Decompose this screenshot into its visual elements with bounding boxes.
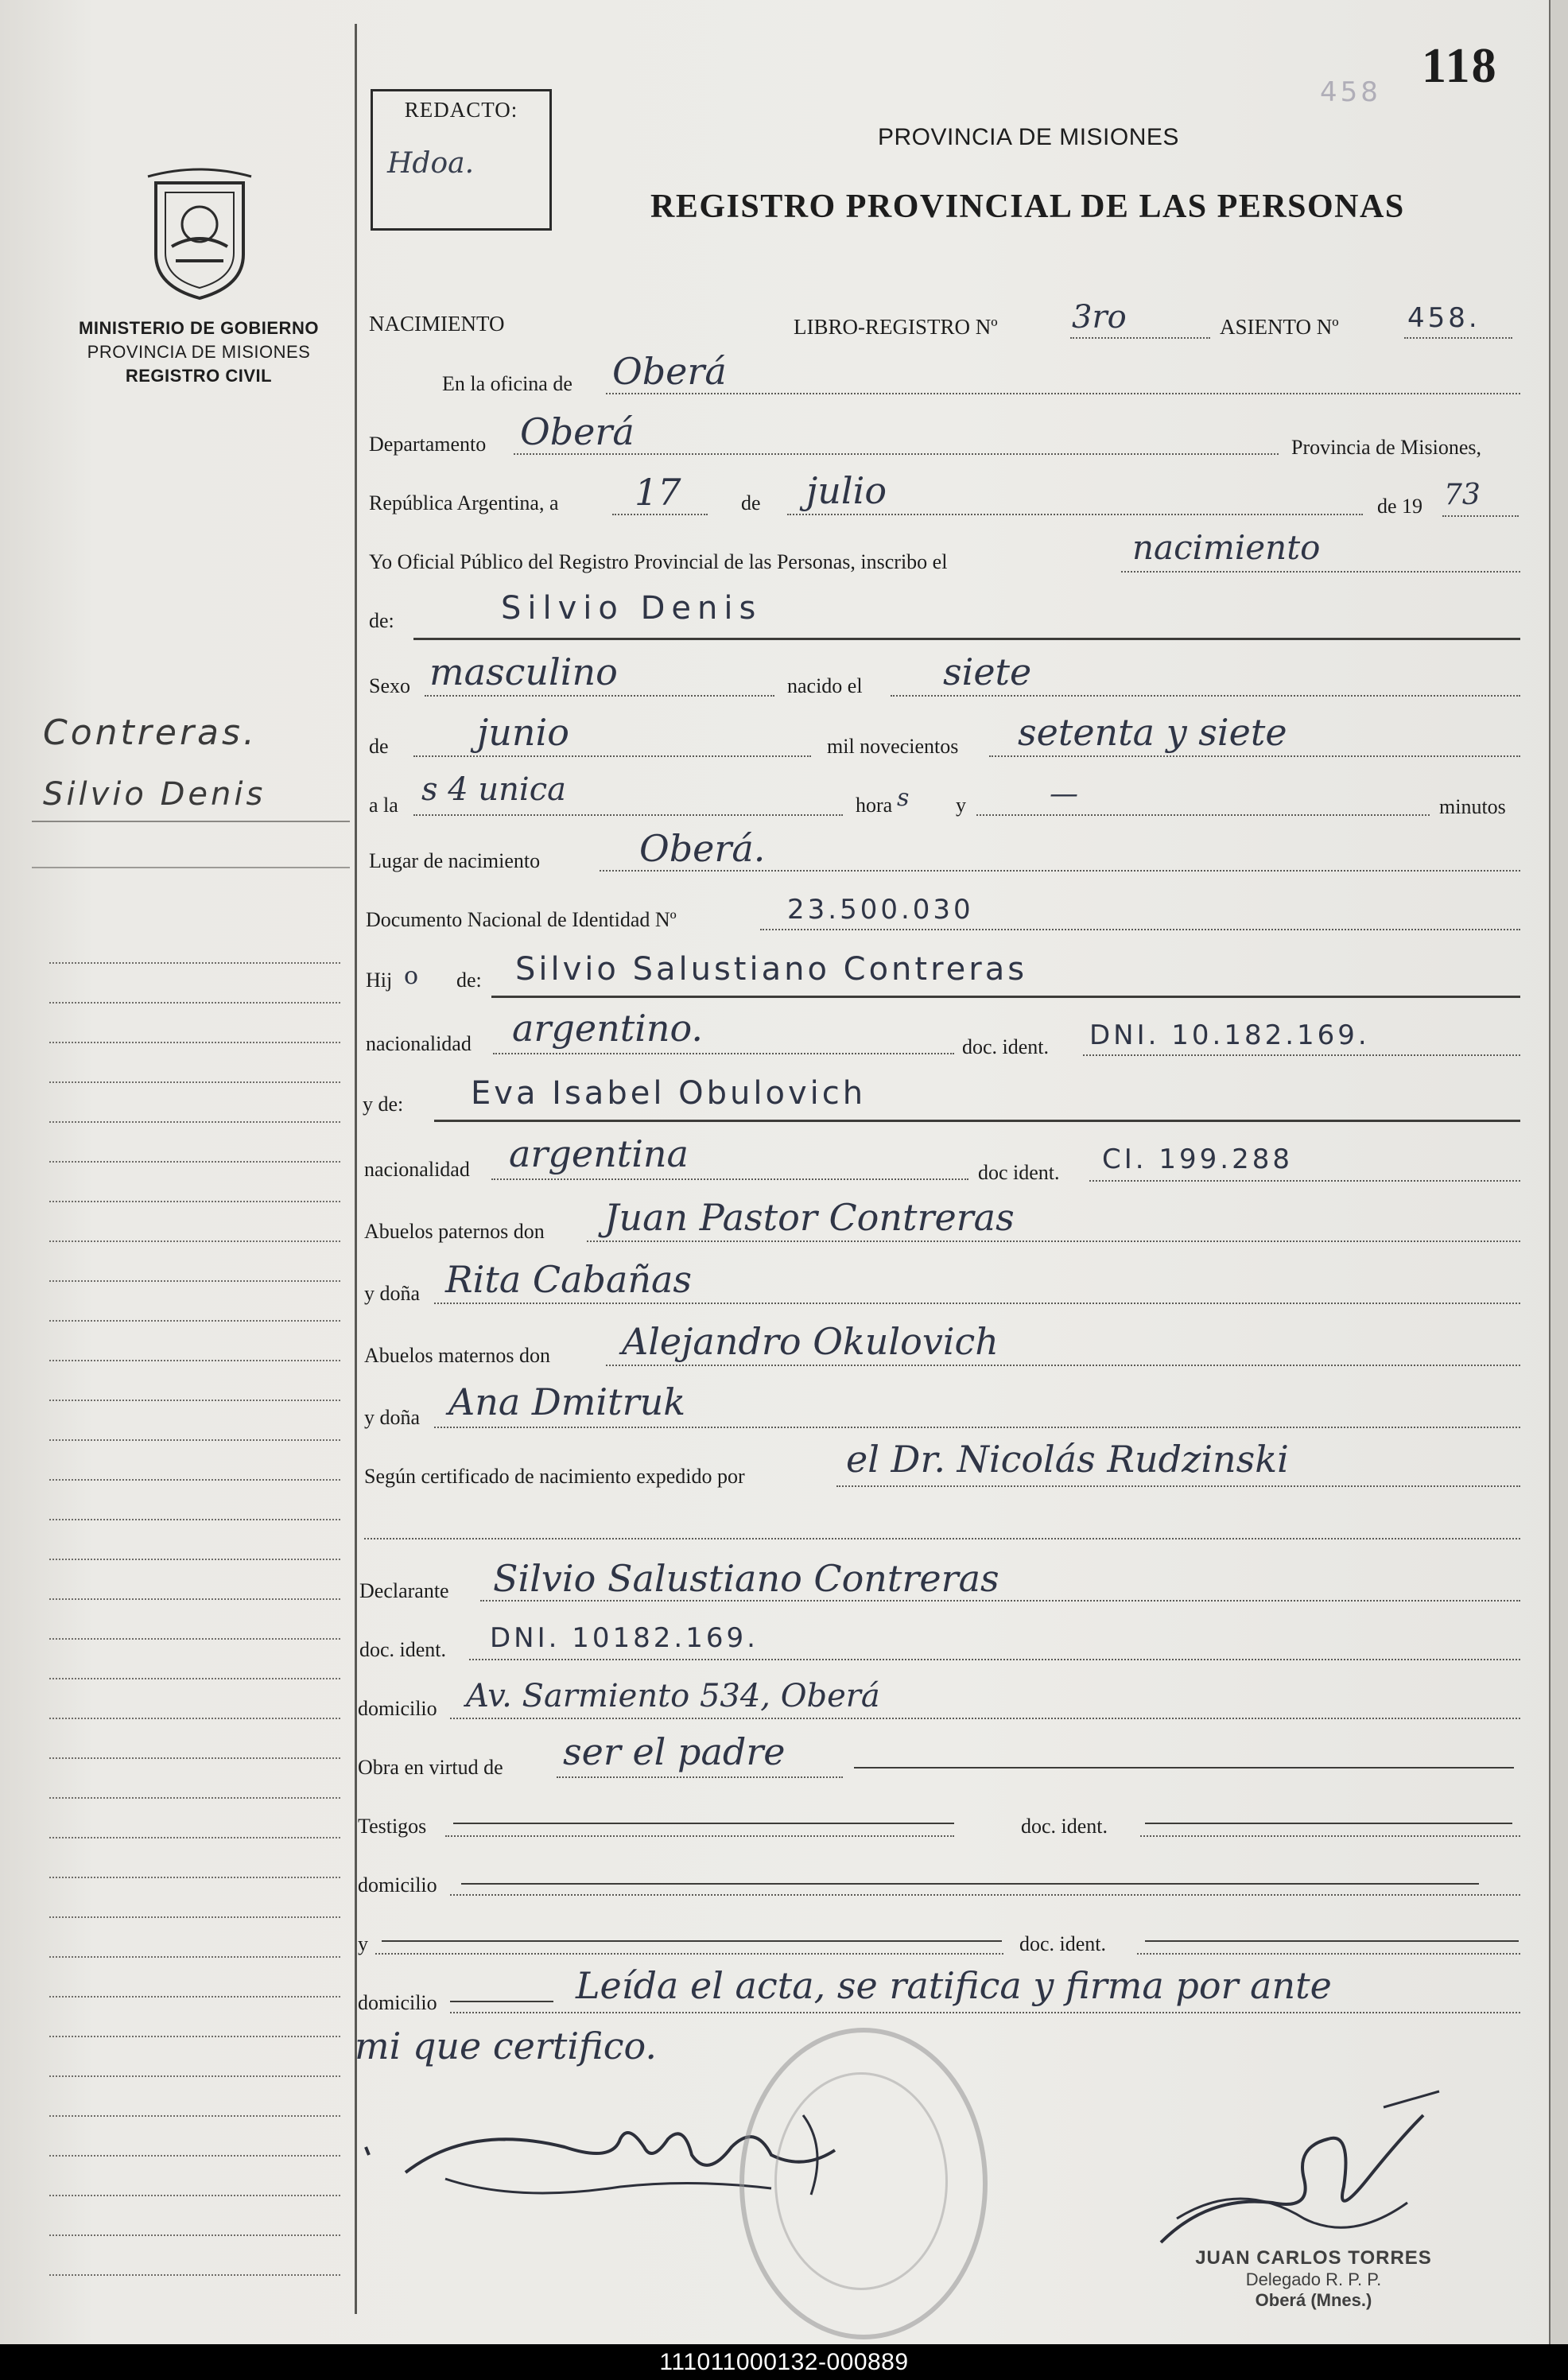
sexo-line: [425, 695, 774, 697]
de-mes-label: de: [369, 735, 389, 758]
ledger-line: [49, 1797, 340, 1800]
provincia-suffix: Provincia de Misiones,: [1291, 436, 1482, 459]
doc-testigo-2-label: doc. ident.: [1019, 1932, 1107, 1955]
asiento-value: 458.: [1407, 302, 1481, 334]
redacto-label: REDACTO:: [404, 98, 518, 122]
hora-label: hora: [856, 794, 893, 817]
ledger-line: [49, 1439, 340, 1442]
mil-value: setenta y siete: [1018, 711, 1287, 754]
month-line: [787, 514, 1363, 515]
domicilio-2-line: [450, 1894, 1520, 1896]
ledger-line: [49, 1956, 340, 1959]
testigos-line: [445, 1835, 954, 1837]
registry-title: REGISTRO PROVINCIAL DE LAS PERSONAS: [650, 188, 1405, 225]
ledger-line: [49, 1161, 340, 1164]
ledger-line: [49, 1479, 340, 1482]
abuela-paterna-value: Rita Cabañas: [445, 1258, 693, 1301]
page-number: 118: [1422, 39, 1498, 93]
lugar-value: Oberá.: [639, 827, 766, 870]
declarante-label: Declarante: [359, 1579, 449, 1602]
doc-testigo-1-label: doc. ident.: [1021, 1815, 1108, 1838]
year-value: 73: [1444, 479, 1481, 511]
nacido-line: [891, 695, 1520, 697]
ministry-line-3: REGISTRO CIVIL: [125, 366, 273, 386]
ledger-line: [49, 2274, 340, 2277]
doc-father-label: doc. ident.: [962, 1035, 1050, 1058]
father-line: [491, 996, 1520, 998]
yo-oficial-text: Yo Oficial Público del Registro Provincial de las Personas, inscribo el: [369, 550, 948, 573]
ledger-line: [49, 1598, 340, 1602]
libro-value: 3ro: [1072, 299, 1127, 336]
hijo-de-label: de:: [456, 969, 482, 992]
domicilio-2-label: domicilio: [358, 1873, 437, 1897]
abuelo-materno-line: [606, 1365, 1520, 1366]
mother-name: Eva Isabel Obulovich: [471, 1075, 867, 1112]
dni-line: [760, 929, 1520, 930]
oficina-line: [606, 393, 1520, 394]
y-value: —: [1050, 778, 1078, 810]
ledger-line: [49, 1519, 340, 1522]
image-id-footer: 111011000132-000889: [0, 2344, 1568, 2380]
republica-label: República Argentina, a: [369, 491, 559, 514]
nacido-value: siete: [943, 650, 1032, 693]
abuelos-paternos-label: Abuelos paternos don: [364, 1220, 545, 1243]
name-line: [413, 638, 1520, 640]
obra-line: [557, 1776, 843, 1778]
a-las-line: [413, 814, 843, 816]
nacionalidad-father-line: [493, 1053, 954, 1054]
margin-divider: [355, 24, 357, 2314]
domicilio-2-strike: [461, 1883, 1479, 1885]
y-label: y: [956, 794, 966, 817]
a-las-label: a la: [369, 794, 398, 817]
day-value: 17: [635, 471, 681, 514]
ledger-line: [49, 2234, 340, 2238]
ledger-line: [49, 1916, 340, 1920]
de-mes-value: junio: [477, 711, 569, 754]
hora-value: s: [897, 784, 910, 812]
ledger-line: [49, 2195, 340, 2198]
asiento-line: [1404, 337, 1512, 339]
ledger-line: [49, 962, 340, 965]
ledger-line: [49, 1678, 340, 1681]
ledger-line: [49, 1201, 340, 1204]
doc-mother-value: CI. 199.288: [1102, 1143, 1293, 1175]
lugar-line: [600, 870, 1520, 872]
ledger-line: [49, 1877, 340, 1880]
dni-label: Documento Nacional de Identidad Nº: [366, 908, 677, 931]
testigos-strike: [453, 1823, 954, 1824]
abuelo-materno-value: Alejandro Okulovich: [622, 1320, 999, 1363]
hijo-suffix: o: [404, 962, 419, 990]
doc-declarante-label: doc. ident.: [359, 1638, 447, 1661]
ledger-line: [49, 2036, 340, 2039]
ledger-line: [49, 1996, 340, 1999]
ministry-line-1: MINISTERIO DE GOBIERNO: [79, 318, 319, 338]
mil-line: [989, 755, 1520, 757]
nacionalidad-mother-label: nacionalidad: [364, 1158, 470, 1181]
father-name: Silvio Salustiano Contreras: [515, 951, 1028, 988]
doc-testigo-1-line: [1140, 1835, 1520, 1837]
ministry-line-2: PROVINCIA DE MISIONES: [87, 342, 311, 362]
de-label: de: [741, 491, 761, 514]
mother-line: [434, 1120, 1520, 1122]
day-line: [612, 514, 708, 515]
margin-rule: [32, 821, 350, 822]
record-type: NACIMIENTO: [369, 312, 505, 336]
ledger-line: [49, 1320, 340, 1323]
inscribo-value: nacimiento: [1132, 528, 1321, 567]
coat-of-arms-icon: [140, 167, 259, 302]
ledger-line: [49, 1638, 340, 1641]
declarante-line: [480, 1600, 1520, 1602]
y-2-label: y: [358, 1932, 368, 1955]
y-2-strike: [382, 1940, 1002, 1942]
official-seal: [739, 2028, 988, 2339]
segun-line: [836, 1485, 1520, 1487]
province-heading: PROVINCIA DE MISIONES: [878, 124, 1179, 150]
ledger-line: [49, 2115, 340, 2118]
margin-given-names: Silvio Denis: [43, 776, 266, 813]
redacto-initials: Hdoa.: [387, 147, 475, 180]
oficina-value: Oberá: [612, 350, 727, 393]
segun-value: el Dr. Nicolás Rudzinski: [846, 1438, 1289, 1481]
obra-value: ser el padre: [563, 1730, 786, 1773]
ledger-line: [49, 1280, 340, 1283]
ledger-line: [49, 1718, 340, 1721]
testigos-label: Testigos: [358, 1815, 427, 1838]
ledger-line: [49, 1042, 340, 1045]
libro-line: [1070, 337, 1210, 339]
nacionalidad-father-value: argentino.: [512, 1007, 704, 1050]
segun-line-2: [364, 1538, 1520, 1539]
domicilio-1-label: domicilio: [358, 1697, 437, 1720]
nacido-label: nacido el: [787, 674, 863, 697]
lugar-label: Lugar de nacimiento: [369, 849, 541, 872]
corner-note: 458: [1320, 76, 1381, 108]
domicilio-3-line: [450, 2012, 1520, 2013]
margin-surname: Contreras.: [43, 712, 258, 753]
departamento-label: Departamento: [369, 433, 487, 456]
libro-label: LIBRO-REGISTRO Nº: [794, 315, 998, 339]
official-signature: [1145, 2083, 1447, 2258]
doc-declarante-line: [469, 1659, 1520, 1660]
de-mes-line: [413, 755, 811, 757]
seal-inner-ring: [774, 2072, 948, 2290]
official-title: Delegado R. P. P.: [1245, 2269, 1382, 2289]
ledger-line: [49, 1121, 340, 1124]
doc-father-line: [1083, 1054, 1520, 1056]
domicilio-1-line: [450, 1718, 1520, 1719]
abuela-paterna-line: [434, 1303, 1520, 1304]
declarante-value: Silvio Salustiano Contreras: [493, 1557, 999, 1600]
ledger-line: [49, 1002, 340, 1005]
domicilio-3-strike: [450, 2001, 553, 2002]
month-value: julio: [806, 469, 887, 512]
domicilio-3-label: domicilio: [358, 1991, 437, 2014]
doc-father-value: DNI. 10.182.169.: [1089, 1019, 1370, 1051]
nacionalidad-father-label: nacionalidad: [366, 1032, 472, 1055]
abuelo-paterno-line: [587, 1240, 1520, 1242]
closing-line-2: mi que certifico.: [355, 2025, 657, 2067]
doc-testigo-2-strike: [1145, 1940, 1519, 1942]
oficina-label: En la oficina de: [442, 372, 572, 395]
departamento-line: [514, 453, 1279, 455]
ledger-line: [49, 1757, 340, 1761]
doc-mother-label: doc ident.: [978, 1161, 1060, 1184]
ledger-line: [49, 2155, 340, 2158]
doc-testigo-1-strike: [1145, 1823, 1512, 1824]
abuelo-paterno-value: Juan Pastor Contreras: [604, 1196, 1015, 1239]
hijo-label: Hij: [366, 969, 393, 992]
registrant-name: Silvio Denis: [501, 590, 763, 627]
sexo-label: Sexo: [369, 674, 410, 697]
abuela-materna-value: Ana Dmitruk: [448, 1380, 686, 1423]
official-city: Oberá (Mnes.): [1255, 2290, 1372, 2310]
domicilio-1-value: Av. Sarmiento 534, Oberá: [466, 1678, 880, 1714]
official-name: JUAN CARLOS TORRES: [1195, 2247, 1432, 2269]
closing-line-1: Leída el acta, se ratifica y firma por ante: [576, 1964, 1332, 2007]
year-line: [1442, 515, 1519, 517]
y-dona-2-label: y doña: [364, 1406, 421, 1429]
asiento-label: ASIENTO Nº: [1220, 315, 1339, 339]
doc-mother-line: [1089, 1180, 1520, 1182]
doc-testigo-2-line: [1137, 1953, 1520, 1955]
abuelos-maternos-label: Abuelos maternos don: [364, 1344, 550, 1367]
official-block: [1170, 2247, 1457, 2311]
abuela-materna-line: [434, 1427, 1520, 1428]
ledger-line: [49, 1360, 340, 1363]
minutos-line: [976, 814, 1430, 816]
ledger-line: [49, 1559, 340, 1562]
a-las-value: s 4 unica: [421, 771, 566, 808]
obra-label: Obra en virtud de: [358, 1756, 503, 1779]
nacionalidad-mother-value: argentina: [509, 1132, 689, 1175]
y-de-label: y de:: [363, 1093, 404, 1116]
y-2-line: [375, 1953, 1003, 1955]
ministry-heading: [56, 316, 342, 388]
redacto-box: [371, 89, 552, 231]
departamento-value: Oberá: [520, 410, 635, 453]
mil-label: mil novecientos: [827, 735, 959, 758]
ledger-line: [49, 1400, 340, 1403]
ledger-line: [49, 1240, 340, 1244]
y-dona-1-label: y doña: [364, 1282, 421, 1305]
nacionalidad-mother-line: [491, 1178, 968, 1180]
doc-declarante-value: DNI. 10182.169.: [490, 1622, 759, 1654]
dni-value: 23.500.030: [787, 894, 974, 926]
segun-label: Según certificado de nacimiento expedido por: [364, 1465, 745, 1488]
minutos-label: minutos: [1439, 795, 1506, 818]
de-colon-label: de:: [369, 609, 394, 632]
year-label: de 19: [1377, 495, 1423, 518]
margin-rule: [32, 867, 350, 868]
ledger-line: [49, 1837, 340, 1840]
page-edge: [1549, 0, 1568, 2344]
ledger-line: [49, 1081, 340, 1085]
obra-strike-line: [854, 1767, 1514, 1768]
sexo-value: masculino: [429, 650, 618, 693]
ledger-line: [49, 2075, 340, 2079]
inscribo-line: [1121, 571, 1520, 573]
